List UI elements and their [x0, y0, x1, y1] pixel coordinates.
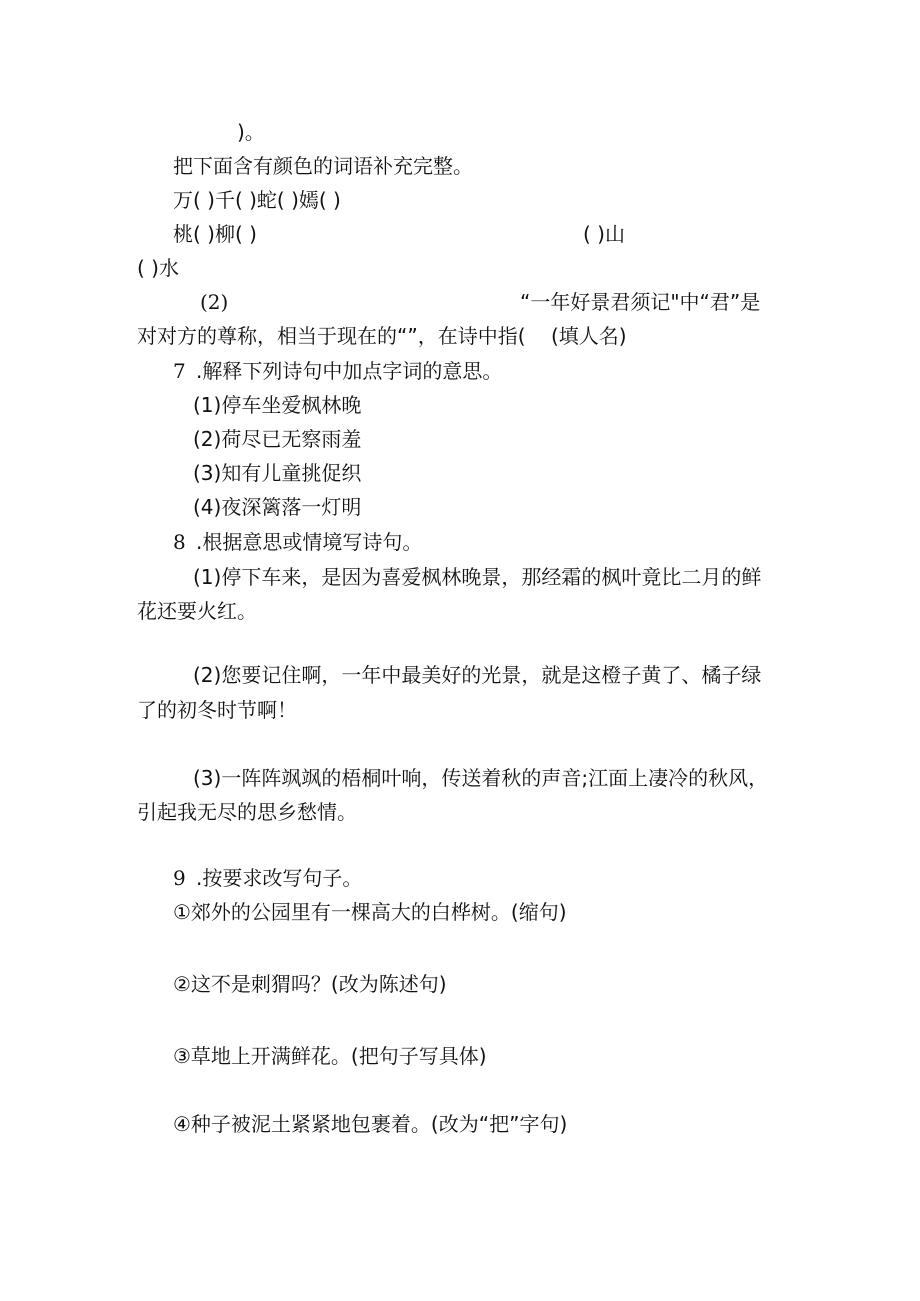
subquestion-2-quote: “一年好景君须记"中“君”是 [520, 290, 761, 314]
question-8-item-2-line-2: 了的初冬时节啊！ [137, 698, 297, 722]
question-7-item-2: (2)荷尽已无察雨羞 [193, 427, 362, 451]
question-9-number: 9 [173, 866, 186, 890]
line-fragment-close: )。 [237, 120, 265, 144]
question-9-item-3: ③草地上开满鲜花。(把句子写具体) [173, 1044, 487, 1068]
question-8-item-3-line-1: (3)一阵阵飒飒的梧桐叶响，传送着秋的声音;江面上凄冷的秋风， [193, 766, 769, 790]
question-8-item-3-line-2: 引起我无尽的思乡愁情。 [137, 800, 357, 824]
question-7-item-1: (1)停车坐爱枫林晚 [193, 393, 362, 417]
idiom-fill-shan: ( )山 [583, 222, 625, 246]
question-7-title: .解释下列诗句中加点字词的意思。 [196, 359, 503, 383]
question-8-item-1-line-1: (1)停下车来，是因为喜爱枫林晚景，那经霜的枫叶竟比二月的鲜 [193, 565, 762, 589]
question-9-title: .按要求改写句子。 [196, 866, 363, 890]
question-8-item-1-line-2: 花还要火红。 [137, 599, 257, 623]
question-9-item-4: ④种子被泥土紧紧地包裹着。(改为“把”字句) [173, 1112, 568, 1136]
question-7-item-4: (4)夜深篱落一灯明 [193, 495, 362, 519]
subquestion-2-label: (2) [200, 290, 229, 314]
idiom-fill-row-1: 万( )千( )蛇( )嫣( ) [173, 188, 341, 212]
question-8-item-2-line-1: (2)您要记住啊，一年中最美好的光景，就是这橙子黄了、橘子绿 [193, 663, 762, 687]
idiom-fill-row-2: 桃( )柳( ) [173, 222, 257, 246]
question-9-item-2: ②这不是刺猬吗？(改为陈述句) [173, 972, 447, 996]
instruction-color-words: 把下面含有颜色的词语补充完整。 [173, 154, 473, 178]
question-7-number: 7 [173, 359, 186, 383]
question-9-item-1: ①郊外的公园里有一棵高大的白桦树。(缩句) [173, 900, 567, 924]
idiom-fill-shui: ( )水 [137, 256, 179, 280]
question-8-number: 8 [173, 530, 186, 554]
subquestion-2-body: 对对方的尊称，相当于现在的“”，在诗中指( (填人名) [137, 324, 627, 348]
question-7-item-3: (3)知有儿童挑促织 [193, 461, 362, 485]
question-8-title: .根据意思或情境写诗句。 [196, 530, 423, 554]
